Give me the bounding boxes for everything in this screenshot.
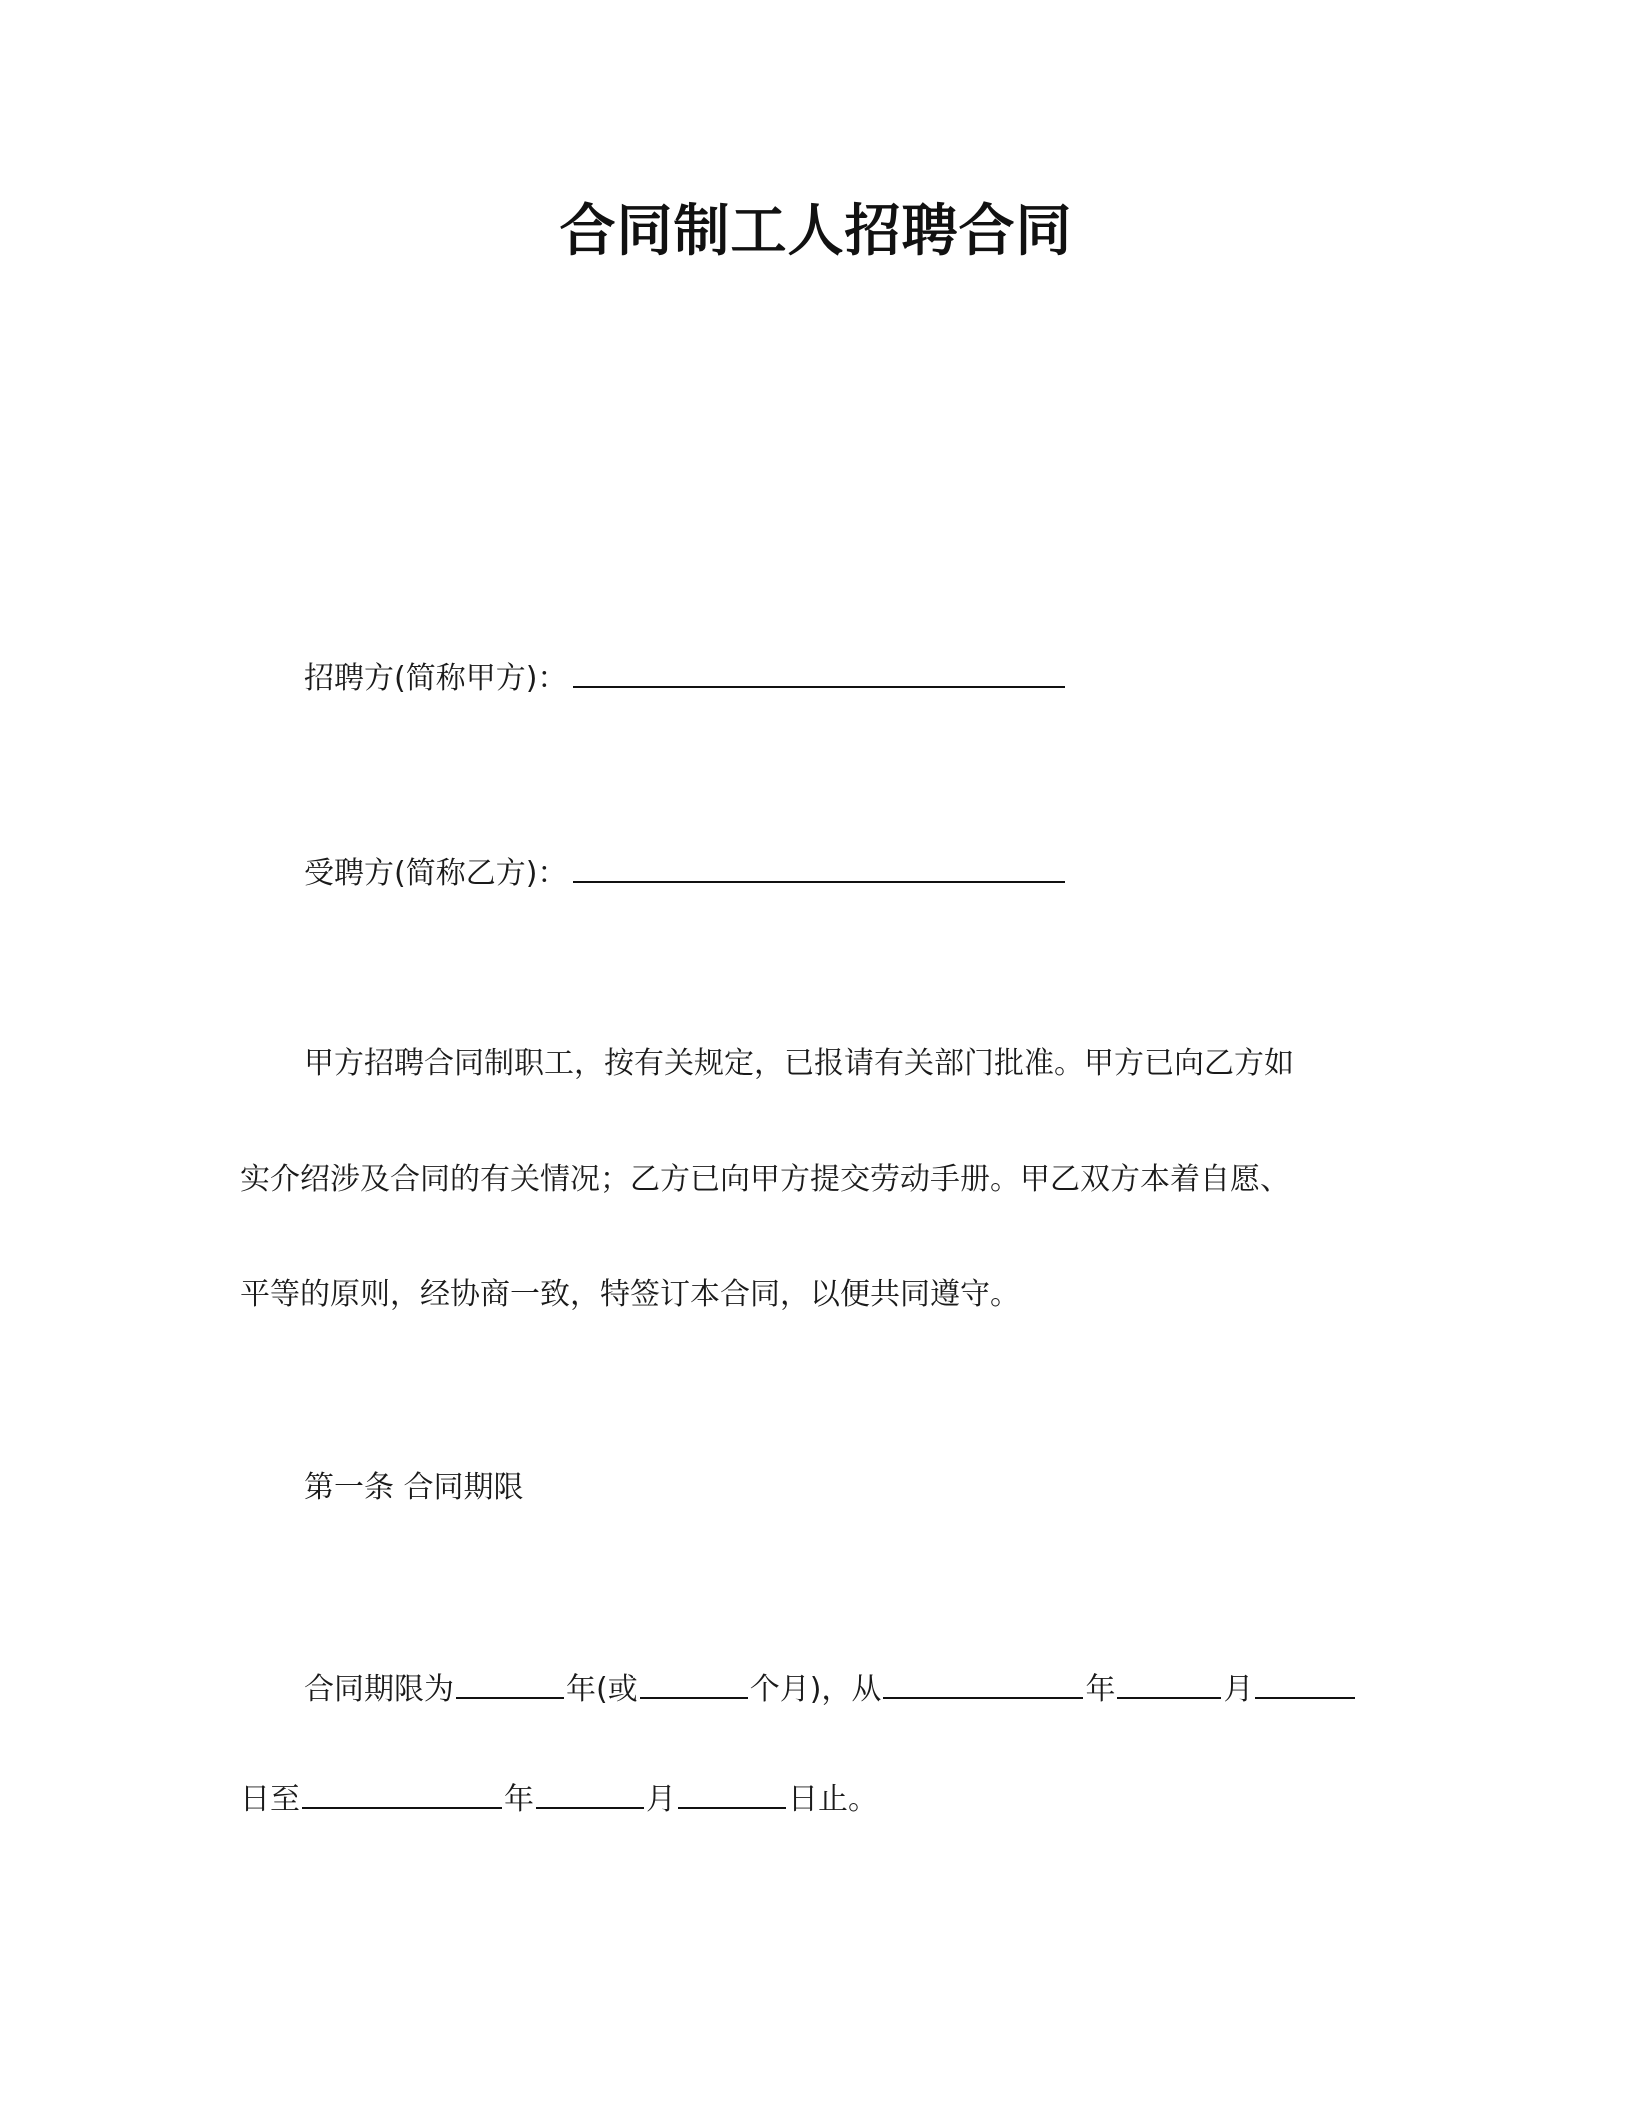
year-or-label: 年(或 <box>566 1672 638 1707</box>
article-1-heading: 第一条 合同期限 <box>304 1470 524 1505</box>
document-title: 合同制工人招聘合同 <box>559 199 1073 264</box>
start-month-blank <box>1117 1667 1221 1699</box>
months-blank <box>640 1667 748 1699</box>
term-line-1 <box>304 1667 1357 1712</box>
day-end-label: 日止。 <box>788 1782 878 1817</box>
party-b-blank <box>573 851 1065 883</box>
end-day-blank <box>678 1777 786 1809</box>
years-blank <box>456 1667 564 1699</box>
start-month-label: 月 <box>1223 1672 1254 1707</box>
party-a-label: 招聘方(简称甲方)： <box>304 661 568 696</box>
months-from-label: 个月)，从 <box>749 1672 882 1707</box>
party-b-label: 受聘方(简称乙方)： <box>304 856 568 891</box>
term-line-2 <box>240 1777 878 1822</box>
start-year-blank <box>883 1667 1083 1699</box>
start-year-label: 年 <box>1085 1672 1116 1707</box>
end-year-label: 年 <box>504 1782 534 1817</box>
day-to-label: 日至 <box>240 1782 300 1817</box>
preamble-line-1: 甲方招聘合同制职工，按有关规定，已报请有关部门批准。甲方已向乙方如 <box>304 1046 1294 1081</box>
party-a-line <box>304 656 1067 701</box>
party-a-blank <box>573 656 1065 688</box>
term-prefix: 合同期限为 <box>304 1672 454 1707</box>
start-day-blank <box>1255 1667 1355 1699</box>
end-year-blank <box>302 1777 502 1809</box>
preamble-line-3: 平等的原则，经协商一致，特签订本合同，以便共同遵守。 <box>240 1277 1020 1312</box>
preamble-line-2: 实介绍涉及合同的有关情况；乙方已向甲方提交劳动手册。甲乙双方本着自愿、 <box>240 1162 1290 1197</box>
end-month-label: 月 <box>646 1782 676 1817</box>
party-b-line <box>304 851 1067 896</box>
end-month-blank <box>536 1777 644 1809</box>
